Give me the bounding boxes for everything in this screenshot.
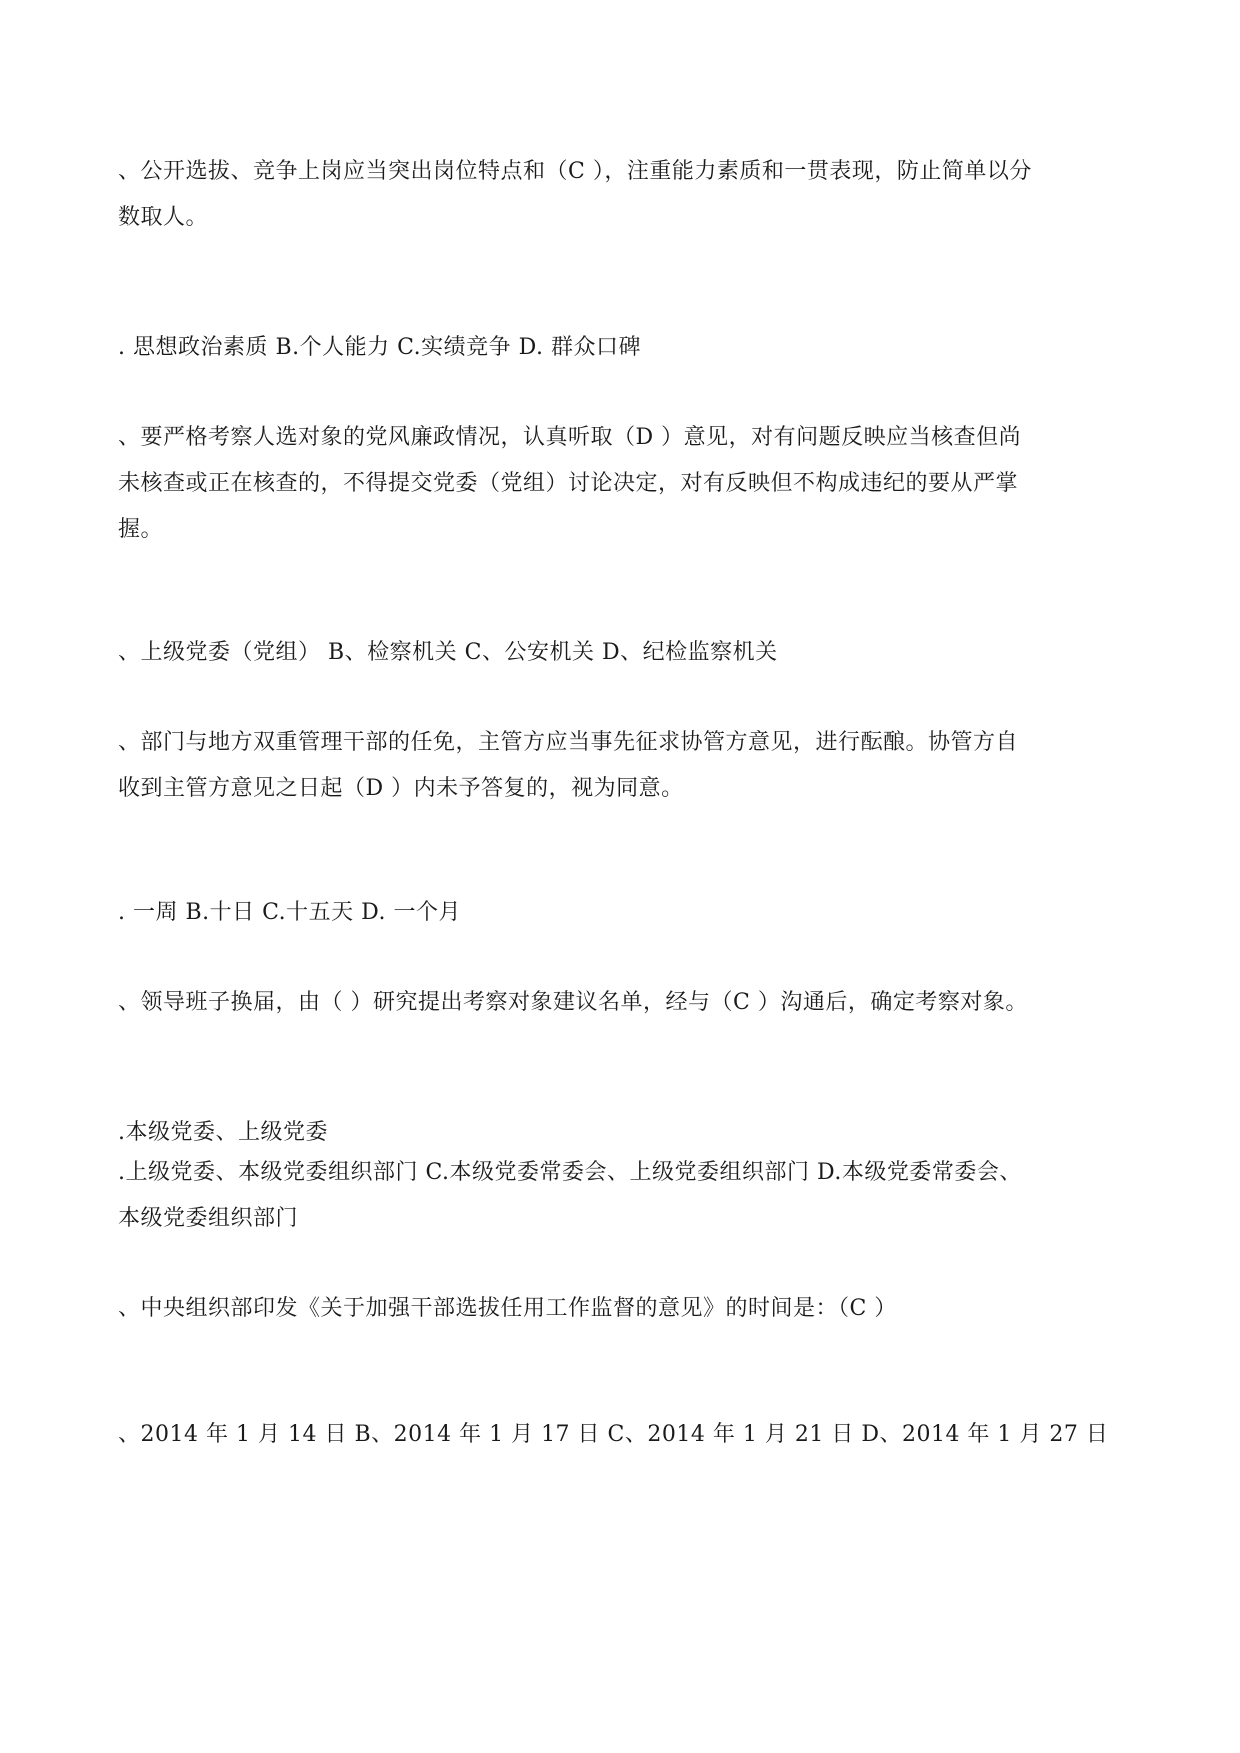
question-5-options: 、2014 年 1 月 14 日 B、2014 年 1 月 17 日 C、2014 年 1 月 21 日 D、2014 年 1 月 27 日 bbox=[118, 1422, 1109, 1447]
question-3-text-line-2: 收到主管方意见之日起（D ）内未予答复的，视为同意。 bbox=[118, 776, 684, 801]
question-2-text-line-3: 握。 bbox=[118, 517, 164, 542]
question-3-text-line-1: 、部门与地方双重管理干部的任免，主管方应当事先征求协管方意见，进行酝酿。协管方自 bbox=[118, 730, 1019, 755]
question-2-text-line-2: 未核查或正在核查的，不得提交党委（党组）讨论决定，对有反映但不构成违纪的要从严掌 bbox=[118, 471, 1019, 496]
question-3-options: . 一周 B.十日 C.十五天 D. 一个月 bbox=[118, 900, 462, 925]
question-4-options-line-3: 本级党委组织部门 bbox=[118, 1206, 299, 1231]
question-4-options-line-2: .上级党委、本级党委组织部门 C.本级党委常委会、上级党委组织部门 D.本级党委常委会、 bbox=[118, 1160, 1022, 1185]
question-4-option-a: .本级党委、上级党委 bbox=[118, 1120, 328, 1145]
question-1-text-line-1: 、公开选拔、竞争上岗应当突出岗位特点和（C ），注重能力素质和一贯表现，防止简单以分 bbox=[118, 159, 1032, 184]
question-1-text-line-2: 数取人。 bbox=[118, 205, 209, 230]
question-2-text-line-1: 、要严格考察人选对象的党风廉政情况，认真听取（D ）意见，对有问题反映应当核查但尚 bbox=[118, 425, 1022, 450]
question-1-options: . 思想政治素质 B.个人能力 C.实绩竞争 D. 群众口碑 bbox=[118, 335, 642, 360]
question-5-text: 、中央组织部印发《关于加强干部选拔任用工作监督的意见》的时间是：（C ） bbox=[118, 1296, 897, 1321]
question-4-text: 、领导班子换届，由（ ）研究提出考察对象建议名单，经与（C ）沟通后，确定考察对象。 bbox=[118, 990, 1028, 1015]
question-2-options: 、上级党委（党组） B、检察机关 C、公安机关 D、纪检监察机关 bbox=[118, 640, 778, 665]
